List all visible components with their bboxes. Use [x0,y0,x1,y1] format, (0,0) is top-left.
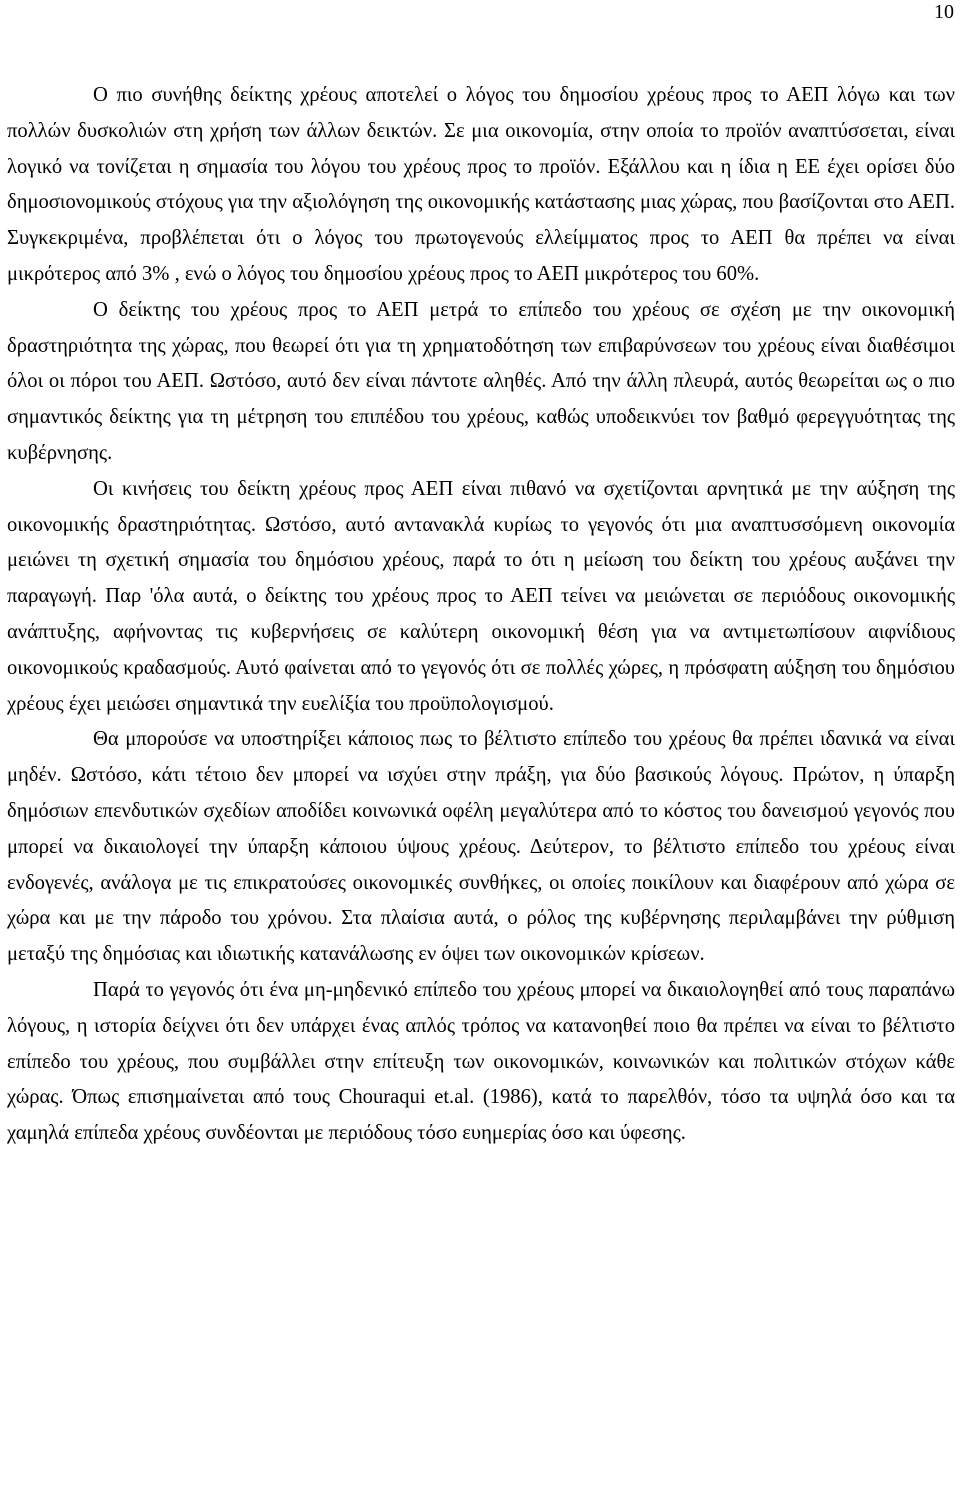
paragraph-3: Οι κινήσεις του δείκτη χρέους προς ΑΕΠ είναι πιθανό να σχετίζονται αρνητικά με την αύξηση της οικονομικής δραστηριότητας. Ωστόσο, αυτό αντανακλά κυρίως το γεγονός ότι μια αναπτυσσόμενη οικονομία μειώνει τη σχετική σημασία του δημόσιου χρέους, παρά το ότι η μείωση του δείκτη του χρέους αυξάνει την παραγωγή. Παρ 'όλα αυτά, ο δείκτης του χρέους προς το ΑΕΠ τείνει να μειώνεται σε περιόδους οικονομικής ανάπτυξης, αφήνοντας τις κυβερνήσεις σε καλύτερη οικονομική θέση για να αντιμετωπίσουν αιφνίδιους οικονομικούς κραδασμούς. Αυτό φαίνεται από το γεγονός ότι σε πολλές χώρες, η πρόσφατη αύξηση του δημόσιου χρέους έχει μειώσει σημαντικά την ευελίξία του προϋπολογισμού. [7,477,955,715]
paragraph-4: Θα μπορούσε να υποστηρίξει κάποιος πως το βέλτιστο επίπεδο του χρέους θα πρέπει ιδανικά να είναι μηδέν. Ωστόσο, κάτι τέτοιο δεν μπορεί να ισχύει στην πράξη, για δύο βασικούς λόγους. Πρώτον, η ύπαρξη δημόσιων επενδυτικών σχεδίων αποδίδει κοινωνικά οφέλη μεγαλύτερα από το κόστος του δανεισμού γεγονός που μπορεί να δικαιολογεί την ύπαρξη κάποιου ύψους χρέους. Δεύτερον, το βέλτιστο επίπεδο του χρέους είναι ενδογενές, ανάλογα με τις επικρατούσες οικονομικές συνθήκες, οι οποίες ποικίλουν και διαφέρουν από χώρα σε χώρα και με την πάροδο του χρόνου. Στα πλαίσια αυτά, ο ρόλος της κυβέρνησης περιλαμβάνει την ρύθμιση μεταξύ της δημόσιας και ιδιωτικής κατανάλωσης εν όψει των οικονομικών κρίσεων. [7,728,955,966]
paragraph-2: Ο δείκτης του χρέους προς το ΑΕΠ μετρά το επίπεδο του χρέους σε σχέση με την οικονομική δραστηριότητα της χώρας, που θεωρεί ότι για τη χρηματοδότηση των επιβαρύνσεων του χρέους είναι διαθέσιμοι όλοι οι πόροι του ΑΕΠ. Ωστόσο, αυτό δεν είναι πάντοτε αληθές. Από την άλλη πλευρά, αυτός θεωρείται ως ο πιο σημαντικός δείκτης για τη μέτρηση του επιπέδου του χρέους, καθώς υποδεικνύει τον βαθμό φερεγγυότητας της κυβέρνησης. [7,298,955,464]
document-body [7,78,955,1152]
paragraph-1: Ο πιο συνήθης δείκτης χρέους αποτελεί ο λόγος του δημοσίου χρέους προς το ΑΕΠ λόγω και των πολλών δυσκολιών στη χρήση των άλλων δεικτών. Σε μια οικονομία, στην οποία το προϊόν αναπτύσσεται, είναι λογικό να τονίζεται η σημασία του λόγου του χρέους προς το προϊόν. Εξάλλου και η ίδια η ΕΕ έχει ορίσει δύο δημοσιονομικούς στόχους για την αξιολόγηση της οικονομικής κατάστασης μιας χώρας, που βασίζονται στο ΑΕΠ. Συγκεκριμένα, προβλέπεται ότι ο λόγος του πρωτογενούς ελλείμματος προς το ΑΕΠ θα πρέπει να είναι μικρότερος από 3% , ενώ ο λόγος του δημοσίου χρέους προς το ΑΕΠ μικρότερος του 60%. [7,84,955,285]
paragraph-5: Παρά το γεγονός ότι ένα μη-μηδενικό επίπεδο του χρέους μπορεί να δικαιολογηθεί από τους παραπάνω λόγους, η ιστορία δείχνει ότι δεν υπάρχει ένας απλός τρόπος να κατανοηθεί ποιο θα πρέπει να είναι το βέλτιστο επίπεδο του χρέους, που συμβάλλει στην επίτευξη των οικονομικών, κοινωνικών και πολιτικών στόχων κάθε χώρας. Όπως επισημαίνεται από τους Chouraqui et.al. (1986), κατά το παρελθόν, τόσο τα υψηλά όσο και τα χαμηλά επίπεδα χρέους συνδέονται με περιόδους τόσο ευημερίας όσο και ύφεσης. [7,978,955,1145]
page-number: 10 [934,1,954,23]
